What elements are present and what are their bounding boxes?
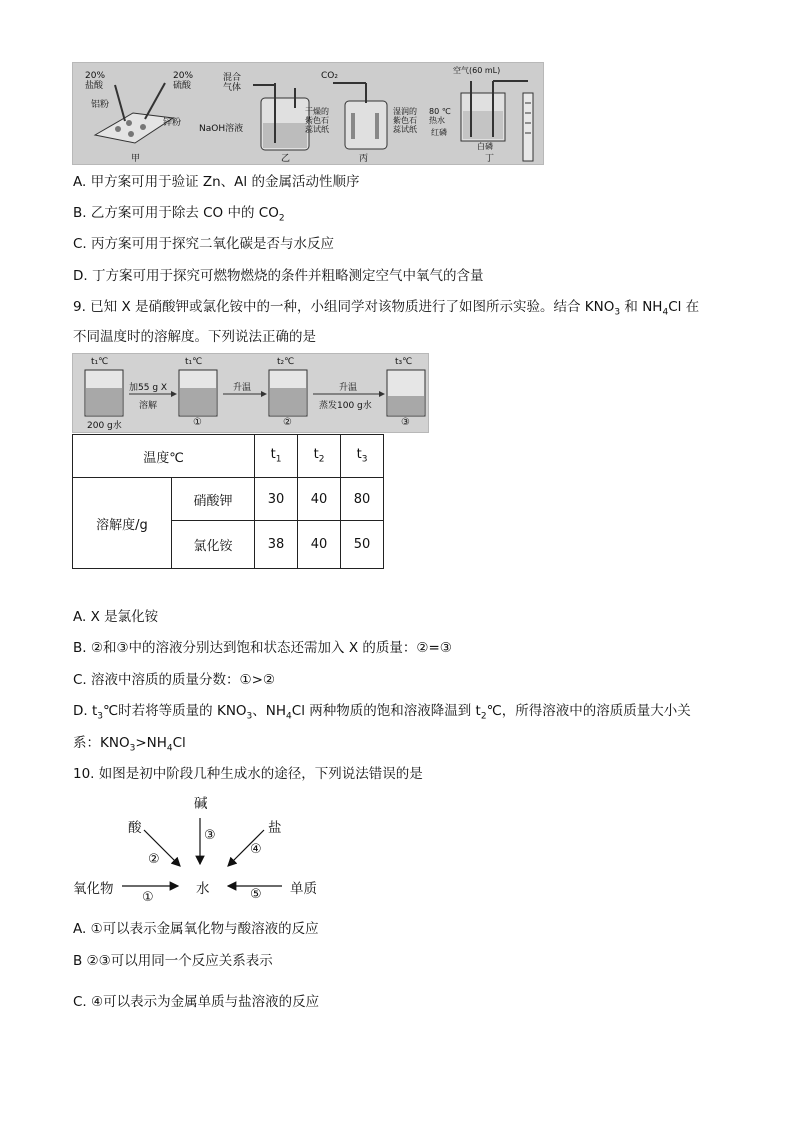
q9-d-i: ℃，所得溶液中的溶质质量大小关 [486,703,691,719]
q9-option-b: B. ②和③中的溶液分别达到饱和状态还需加入 X 的质量：②=③ [73,640,452,656]
q9-d2-a: 系：KNO [73,735,130,751]
q9-fig-heat2: 升温 [339,383,358,393]
table-t1-text: t [270,447,276,463]
q10-stem: 10. 如图是初中阶段几种生成水的途径，下列说法错误的是 [73,766,423,782]
q9-d2-c: >NH [135,735,167,751]
q9-option-a: A. X 是氯化铵 [73,609,159,625]
q9-d-g: Cl 两种物质的饱和溶液降温到 t [291,703,481,719]
solubility-table [72,434,384,569]
q9-d-b: 3 [97,711,104,722]
q9-fig-evap: 蒸发100 g水 [319,401,372,411]
label-naoh: NaOH溶液 [199,124,244,134]
q9-stem-b: 3 [614,307,621,318]
q9-fig-n1: ① [193,417,202,428]
label-ding: 丁 [485,154,495,164]
q9-stem-line1 [73,297,699,323]
table-cell: 40 [298,478,341,521]
q10-option-a: A. ①可以表示金属氧化物与酸溶液的反应 [73,921,319,937]
label-h2so4: 20% 硫酸 [173,71,194,91]
q8-option-c: C. 丙方案可用于探究二氧化碳是否与水反应 [73,236,335,252]
table-t1-sub: 1 [275,454,282,465]
q9-stem-c: 和 NH [624,299,663,315]
q9-stem-d: 4 [662,307,669,318]
q9-fig-n2: ② [283,417,292,428]
table-header-temp: 温度℃ [73,435,255,478]
diagram-element: 单质 [290,881,317,897]
q9-fig-dissolve: 溶解 [139,401,158,411]
table-t3-text: t [356,447,362,463]
q9-option-c: C. 溶液中溶质的质量分数：①>② [73,672,276,688]
label-mixed-gas: 混合 气体 [223,73,242,93]
table-row-name: 氯化铵 [172,521,255,569]
q9-d-d: 3 [246,711,253,722]
label-co2: CO₂ [321,71,338,81]
table-t2-sub: 2 [318,454,325,465]
q9-d-h: 2 [480,711,487,722]
label-dry-paper: 干燥的 紫色石 蕊试纸 [305,107,329,134]
q8-option-d: D. 丁方案可用于探究可燃物燃烧的条件并粗略测定空气中氧气的含量 [73,268,484,284]
q9-stem-a: 9. 已知 X 是硝酸钾或氯化铵中的一种，小组同学对该物质进行了如图所示实验。结合 KNO [73,299,615,315]
label-zn: 锌粉 [163,118,182,128]
q9-d2-e: Cl [172,735,186,751]
table-cell: 50 [341,521,384,569]
diagram-c4: ④ [250,842,262,857]
experiment-figure-top [72,62,544,165]
label-wet-paper: 湿润的 紫色石 蕊试纸 [393,107,417,134]
label-hot-water: 80 ℃ 热水 [429,107,451,125]
q9-d-e: 、NH [252,703,287,719]
label-air: 空气(60 mL) [453,66,501,75]
table-cell: 40 [298,521,341,569]
label-bing: 丙 [359,154,369,164]
q9-fig-heat: 升温 [233,383,252,393]
label-hcl: 20% 盐酸 [85,71,106,91]
label-jia: 甲 [131,154,141,164]
label-red-p: 红磷 [431,128,447,137]
q9-stem-e: Cl 在 [668,299,700,315]
q9-fig-add: 加55 g X [129,383,168,393]
q10-option-b: B ②③可以用同一个反应关系表示 [73,953,273,969]
q8-option-a: A. 甲方案可用于验证 Zn、Al 的金属活动性顺序 [73,174,360,190]
q9-fig-n3: ③ [401,417,410,428]
table-t2-text: t [313,447,319,463]
q9-fig-t3: t₃℃ [395,357,413,367]
table-cell: 80 [341,478,384,521]
label-yi: 乙 [281,154,291,164]
q8-option-b-sub: 2 [278,213,285,224]
diagram-c1: ① [142,890,154,905]
q9-experiment-figure [72,353,429,433]
table-header-t3 [341,435,384,478]
q9-d2-b: 3 [129,743,136,754]
diagram-c5: ⑤ [250,887,262,902]
diagram-oxide: 氧化物 [73,881,114,897]
table-header-t1 [255,435,298,478]
q10-option-c: C. ④可以表示为金属单质与盐溶液的反应 [73,994,320,1010]
q9-fig-t2: t₂℃ [277,357,295,367]
q9-d-a: D. t [73,703,98,719]
table-header-t2 [298,435,341,478]
q9-d-c: ℃时若将等质量的 KNO [103,703,247,719]
q9-stem-line2: 不同温度时的溶解度。下列说法正确的是 [73,329,316,345]
q8-option-b-text: B. 乙方案可用于除去 CO 中的 CO [73,205,279,221]
diagram-c2: ② [148,852,160,867]
q9-d2-d: 4 [166,743,173,754]
q9-d-f: 4 [286,711,292,722]
table-t3-sub: 3 [361,454,368,465]
table-row-name: 硝酸钾 [172,478,255,521]
q9-fig-t1b: t₁℃ [185,357,203,367]
diagram-water: 水 [196,881,210,897]
q9-option-d-line2 [73,733,186,759]
label-white-p: 白磷 [477,142,493,151]
q9-figure-drawing [73,354,428,432]
q8-option-b [73,203,285,229]
table-cell: 38 [255,521,298,569]
q9-option-d-line1 [73,701,691,727]
diagram-salt: 盐 [268,820,282,836]
diagram-base: 碱 [194,796,208,812]
diagram-c3: ③ [204,828,216,843]
label-al: 铝粉 [91,100,110,110]
table-solubility-label: 溶解度/g [73,478,172,569]
q9-fig-t1a: t₁℃ [91,357,109,367]
q9-fig-water: 200 g水 [87,421,122,431]
diagram-acid: 酸 [128,820,142,836]
table-cell: 30 [255,478,298,521]
